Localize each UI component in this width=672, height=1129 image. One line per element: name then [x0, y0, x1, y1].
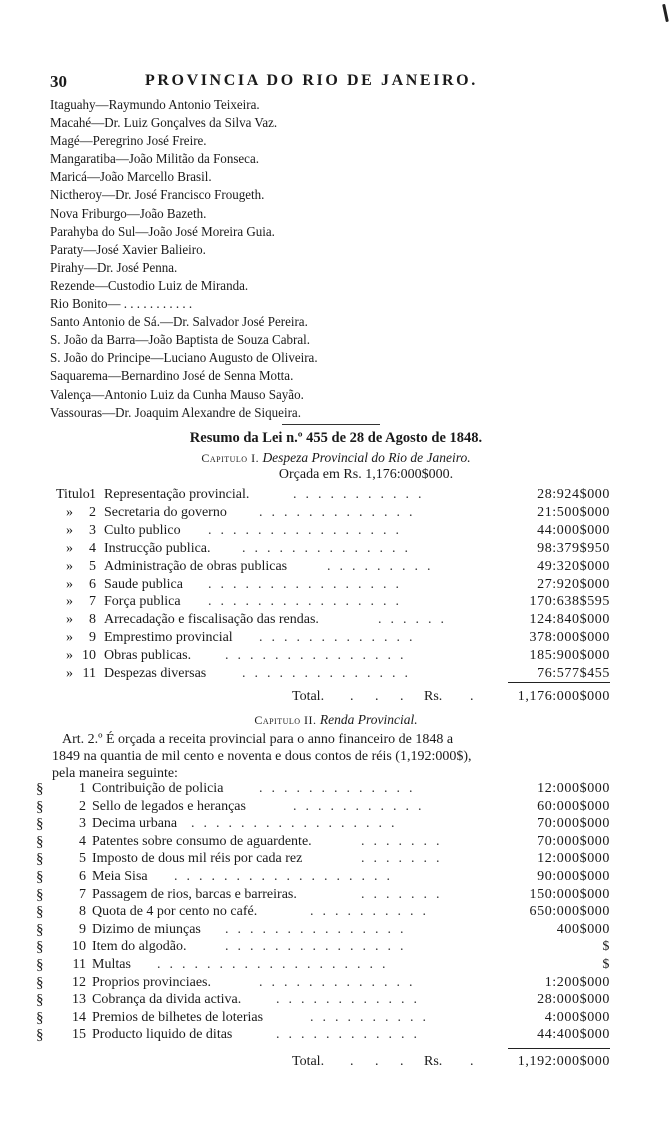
leader-dots: ...............: [225, 648, 413, 664]
row-number: 9: [89, 630, 96, 646]
page-header: [50, 72, 610, 94]
row-prefix: §: [36, 798, 44, 815]
official-entry: Nova Friburgo—João Bazeth.: [50, 206, 207, 222]
row-label: Administração de obras publicas: [104, 558, 288, 574]
row-prefix: §: [36, 921, 44, 938]
official-entry: Santo Antonio de Sá.—Dr. Salvador José Pereira.: [50, 315, 308, 331]
row-number: 13: [72, 992, 86, 1008]
row-amount: 1:200$000: [544, 974, 610, 990]
row-label: Producto liquido de ditas: [92, 1027, 233, 1043]
row-prefix: §: [36, 833, 44, 850]
chapter1-label: Capitulo I.: [201, 451, 260, 465]
row-number: 11: [82, 666, 96, 681]
row-number: 2: [79, 798, 86, 814]
row-amount: $: [602, 939, 610, 955]
leader-dots: ...........: [293, 487, 431, 502]
row-amount: 170:638$595: [529, 594, 610, 610]
leader-dots: .............: [259, 974, 422, 990]
leader-dots: .......: [361, 886, 449, 902]
page-number: 30: [50, 72, 67, 91]
table-row: [0, 487, 672, 505]
leader-dots: .............: [259, 630, 422, 646]
table-row: [0, 869, 672, 887]
row-number: 14: [72, 1009, 86, 1025]
table-row: [0, 594, 672, 612]
chapter2-label: Capitulo II.: [254, 713, 317, 727]
row-amount: 12:000$000: [537, 781, 610, 796]
row-number: 6: [79, 869, 86, 884]
table-row: [0, 887, 672, 905]
chapter2-heading: [0, 712, 672, 728]
leader-dots: ................: [208, 522, 408, 538]
table-row: [0, 781, 672, 799]
row-amount: 12:000$000: [537, 851, 610, 867]
row-prefix: §: [36, 781, 44, 797]
official-entry: Mangaratiba—João Militão da Fonseca.: [50, 152, 259, 168]
table-row: [0, 648, 672, 666]
total-label: Total.: [292, 1054, 325, 1069]
row-prefix: §: [36, 904, 44, 921]
leader-dots: ............: [276, 992, 426, 1008]
leader-dots: ................: [208, 576, 408, 592]
row-prefix: §: [36, 816, 44, 833]
table-row: [0, 992, 672, 1010]
official-entry: S. João do Principe—Luciano Augusto de Oliveira.: [50, 351, 318, 367]
row-amount: 21:500$000: [537, 504, 610, 520]
row-amount: 27:920$000: [537, 576, 610, 592]
row-label: Cobrança da divida activa.: [92, 992, 242, 1008]
leader-dots: .............: [259, 781, 422, 796]
table-row: [0, 1010, 672, 1028]
row-amount: 650:000$000: [529, 904, 610, 920]
row-label: Passagem de rios, barcas e barreiras.: [92, 886, 297, 902]
leader-dots: ......: [378, 612, 453, 628]
row-prefix: »: [66, 522, 73, 538]
law-title: Resumo da Lei n.º 455 de 28 de Agosto de 1848.: [189, 430, 483, 446]
row-amount: 28:924$000: [537, 487, 610, 502]
row-label: Instrucção publica.: [104, 540, 211, 556]
leader-dots: ..........: [310, 904, 435, 920]
leader-dots: . . .: [350, 1054, 413, 1069]
official-entry: Paraty—José Xavier Balieiro.: [50, 242, 206, 258]
row-prefix: »: [66, 612, 73, 628]
row-number: 1: [79, 781, 86, 796]
row-amount: 400$000: [556, 921, 610, 937]
table-row: [0, 559, 672, 577]
row-label: Item do algodão.: [92, 939, 187, 955]
leader-dots: . . .: [350, 689, 413, 704]
row-number: 3: [79, 816, 86, 832]
official-entry: Itaguahy—Raymundo Antonio Teixeira.: [50, 98, 260, 113]
leader-dots: ..........: [310, 1009, 435, 1025]
total-label: Total.: [292, 689, 325, 704]
leader-dots: ............: [276, 1027, 426, 1043]
leader-dots: .......: [361, 833, 449, 849]
revenue-total-row: Total. . . . Rs. . 1,192:000$000: [292, 1054, 610, 1069]
row-amount: 124:840$000: [529, 612, 610, 628]
row-label: Culto publico: [104, 522, 181, 538]
expense-sum-rule: [508, 682, 610, 683]
row-prefix: »: [66, 666, 73, 681]
row-number: 5: [79, 851, 86, 867]
table-row: [0, 612, 672, 630]
official-entry: Rio Bonito— . . . . . . . . . . .: [50, 297, 193, 313]
row-number: 15: [72, 1027, 86, 1043]
table-row: [0, 799, 672, 817]
row-label: Sello de legados e heranças: [92, 798, 246, 814]
official-entry: Nictheroy—Dr. José Francisco Frougeth.: [50, 188, 265, 204]
row-label: Contribuição de policia: [92, 781, 224, 796]
row-label: Dizimo de miunças: [92, 921, 201, 937]
table-row: [0, 816, 672, 834]
row-prefix: §: [36, 992, 44, 1009]
row-amount: 185:900$000: [529, 648, 610, 664]
row-label: Emprestimo provincial: [104, 630, 233, 646]
official-entry: Macahé—Dr. Luiz Gonçalves da Silva Vaz.: [50, 116, 278, 132]
row-number: 7: [79, 886, 86, 902]
row-label: Imposto de dous mil réis por cada rez: [92, 851, 303, 867]
leader-dots: ...........: [293, 798, 431, 814]
row-label: Força publica: [104, 594, 181, 610]
row-amount: $: [602, 957, 610, 972]
row-amount: 44:400$000: [537, 1027, 610, 1043]
leader-dots: ..................: [174, 869, 399, 884]
table-row: [0, 523, 672, 541]
table-row: [0, 957, 672, 975]
leader-dots: .......: [361, 851, 449, 867]
row-prefix: §: [36, 974, 44, 991]
row-amount: 98:379$950: [537, 540, 610, 556]
row-label: Secretaria do governo: [104, 504, 227, 520]
row-label: Proprios provinciaes.: [92, 974, 211, 990]
table-row: [0, 975, 672, 993]
official-entry: Maricá—João Marcello Brasil.: [50, 170, 212, 186]
official-entry: Valença—Antonio Luiz da Cunha Mauso Sayão.: [50, 387, 304, 403]
leader-dots: ...............: [225, 921, 413, 937]
row-amount: 76:577$455: [537, 666, 610, 681]
row-number: 9: [79, 921, 86, 937]
row-number: 6: [89, 576, 96, 592]
row-prefix: »: [66, 630, 73, 646]
row-prefix: §: [36, 886, 44, 903]
official-entry: Saquarema—Bernardino José de Senna Motta.: [50, 369, 294, 385]
revenue-sum-rule: [508, 1048, 610, 1049]
official-entry: Pirahy—Dr. José Penna.: [50, 260, 178, 276]
row-number: 10: [72, 939, 86, 955]
row-prefix: Titulo: [56, 487, 90, 502]
table-row: [0, 1027, 672, 1045]
table-row: [0, 577, 672, 595]
row-number: 11: [72, 957, 86, 972]
leader-dots: ..............: [242, 666, 417, 681]
official-entry: Vassouras—Dr. Joaquim Alexandre de Siqueira.: [50, 405, 301, 421]
row-prefix: »: [66, 594, 73, 610]
leader-dots: .........: [327, 558, 440, 574]
table-row: [0, 505, 672, 523]
leader-dots: ...................: [157, 957, 395, 972]
row-prefix: »: [66, 504, 73, 520]
row-label: Patentes sobre consumo de aguardente.: [92, 833, 312, 849]
chapter1-title: Despeza Provincial do Rio de Janeiro.: [262, 450, 471, 465]
table-row: [0, 630, 672, 648]
leader-dots: .............: [259, 504, 422, 520]
article-text: [52, 731, 612, 782]
row-prefix: »: [66, 540, 73, 556]
row-amount: 378:000$000: [529, 630, 610, 646]
row-amount: 150:000$000: [529, 886, 610, 902]
official-entry: S. João da Barra—João Baptista de Souza Cabral.: [50, 333, 310, 349]
row-amount: 49:320$000: [537, 558, 610, 574]
row-label: Saude publica: [104, 576, 183, 592]
row-label: Representação provincial.: [104, 487, 250, 502]
section-divider: [282, 424, 380, 425]
running-head: PROVINCIA DO RIO DE JANEIRO.: [145, 72, 478, 89]
row-amount: 70:000$000: [537, 816, 610, 832]
row-label: Meia Sisa: [92, 869, 148, 884]
article-line: Art. 2.º É orçada a receita provincial para o anno financeiro de 1848 a: [62, 732, 454, 747]
row-prefix: §: [36, 957, 44, 973]
leader-dots: ...............: [225, 939, 413, 955]
official-entry: Magé—Peregrino José Freire.: [50, 134, 207, 150]
row-amount: 44:000$000: [537, 522, 610, 538]
row-number: 8: [79, 904, 86, 920]
row-number: 10: [82, 648, 96, 664]
total-amount: 1,192:000$000: [517, 1054, 610, 1069]
row-label: Obras publicas.: [104, 648, 192, 664]
row-label: Despezas diversas: [104, 666, 207, 681]
row-amount: 70:000$000: [537, 833, 610, 849]
row-number: 3: [89, 522, 96, 538]
row-prefix: »: [66, 648, 73, 664]
row-number: 1: [89, 487, 96, 502]
official-entry: Parahyba do Sul—João José Moreira Guia.: [50, 224, 275, 240]
scan-artifact-mark: [662, 4, 669, 22]
table-row: [0, 904, 672, 922]
row-prefix: »: [66, 576, 73, 592]
chapter2-title: Renda Provincial.: [319, 712, 418, 727]
leader-dots: ..............: [242, 540, 417, 556]
row-number: 12: [72, 974, 86, 990]
row-number: 7: [89, 594, 96, 610]
row-number: 4: [89, 540, 96, 556]
row-number: 8: [89, 612, 96, 628]
table-row: [0, 834, 672, 852]
row-prefix: »: [66, 558, 73, 574]
row-label: Premios de bilhetes de loterias: [92, 1009, 264, 1025]
row-prefix: §: [36, 1027, 44, 1044]
total-currency: Rs.: [424, 1054, 443, 1069]
row-label: Arrecadação e fiscalisação das rendas.: [104, 612, 319, 628]
row-prefix: §: [36, 1009, 44, 1026]
total-currency: Rs.: [424, 689, 443, 704]
total-amount: 1,176:000$000: [517, 689, 610, 704]
row-number: 4: [79, 833, 86, 849]
row-label: Decima urbana: [92, 816, 178, 832]
row-prefix: §: [36, 939, 44, 956]
chapter1-heading: [0, 450, 672, 466]
row-amount: 90:000$000: [537, 869, 610, 884]
table-row: [0, 939, 672, 957]
row-label: Multas: [92, 957, 131, 972]
article-line: 1849 na quantia de mil cento e noventa e dous contos de réis (1,192:000$),: [52, 749, 472, 764]
chapter1-budget: Orçada em Rs. 1,176:000$000.: [278, 467, 454, 482]
row-number: 5: [89, 558, 96, 574]
leader-dots: .................: [191, 816, 404, 832]
leader-dots: ................: [208, 594, 408, 610]
table-row: [0, 851, 672, 869]
table-row: [0, 922, 672, 940]
officials-list: [50, 97, 470, 423]
row-amount: 28:000$000: [537, 992, 610, 1008]
row-label: Quota de 4 por cento no café.: [92, 904, 258, 920]
row-number: 2: [89, 504, 96, 520]
row-amount: 4:000$000: [544, 1009, 610, 1025]
row-prefix: §: [36, 869, 44, 885]
expense-total-row: Total. . . . Rs. . 1,176:000$000: [292, 689, 610, 704]
row-prefix: §: [36, 851, 44, 868]
row-amount: 60:000$000: [537, 798, 610, 814]
table-row: [0, 541, 672, 559]
article-line: pela maneira seguinte:: [52, 766, 178, 781]
official-entry: Rezende—Custodio Luiz de Miranda.: [50, 278, 249, 294]
